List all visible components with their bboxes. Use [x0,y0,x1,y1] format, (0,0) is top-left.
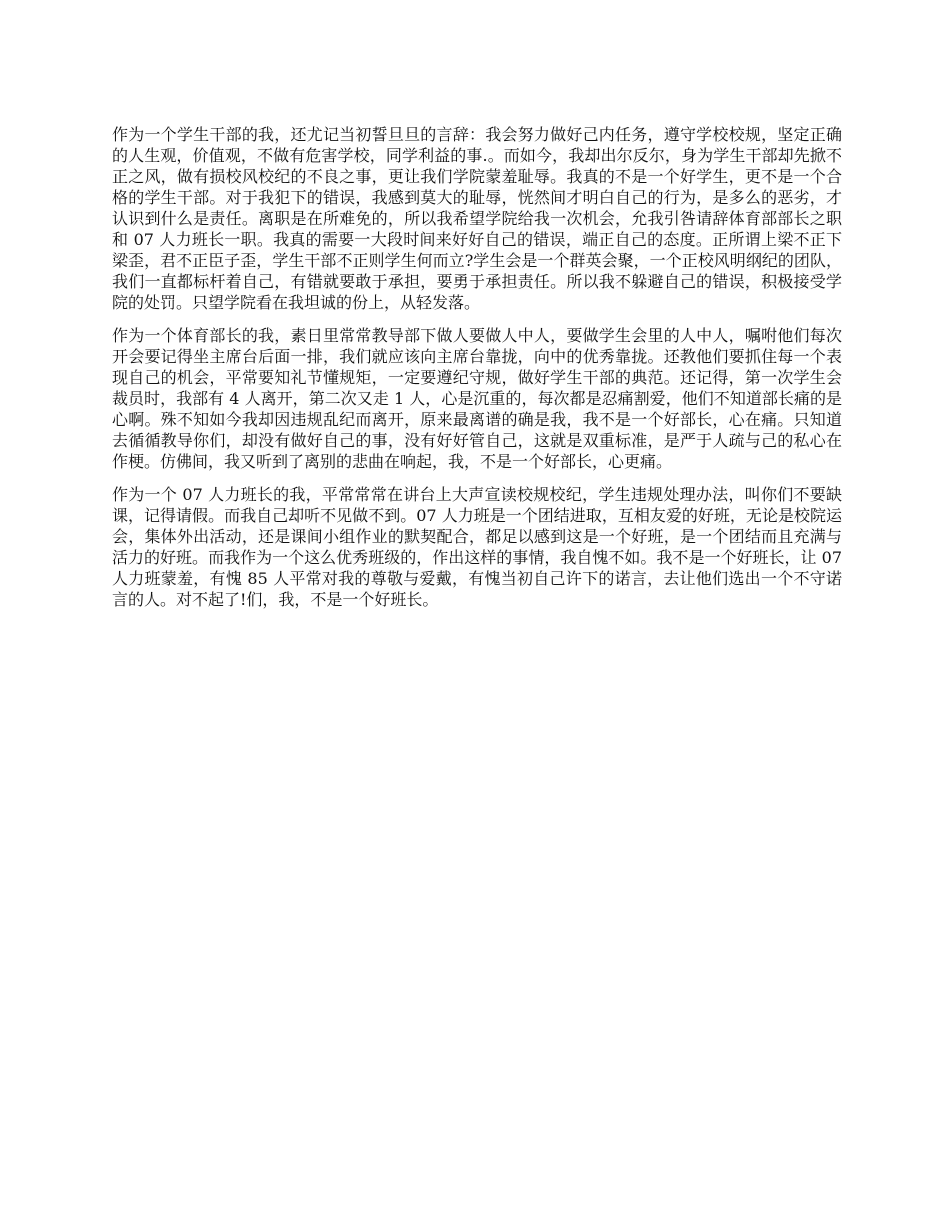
paragraph-2: 作为一个体育部长的我，素日里常常教导部下做人要做人中人，要做学生会里的人中人，嘱咐他们每次开会要记得坐主席台后面一排，我们就应该向主席台靠拢，向中的优秀靠拢。还教他们要抓住每一个表现自己的机会，平常要知礼节懂规矩，一定要遵纪守规，做好学生干部的典范。还记得，第一次学生会裁员时，我部有 4 人离开，第二次又走 1 人，心是沉重的，每次都是忍痛割爱，他们不知道部长痛的是心啊。殊不知如今我却因违规乱纪而离开，原来最离谱的确是我，我不是一个好部长，心在痛。只知道去循循教导你们，却没有做好自己的事，没有好好管自己，这就是双重标准，是严于人疏与己的私心在作梗。仿佛间，我又听到了离别的悲曲在响起，我，不是一个好部长，心更痛。 [112,326,842,471]
paragraph-3: 作为一个 07 人力班长的我，平常常常在讲台上大声宣读校规校纪，学生违规处理办法，叫你们不要缺课，记得请假。而我自己却听不见做不到。07 人力班是一个团结进取，互相友爱的好班，无论是校院运会，集体外出活动，还是课间小组作业的默契配合，都足以感到这是一个好班，是一个团结而且充满与活力的好班。而我作为一个这么优秀班级的，作出这样的事情，我自愧不如。我不是一个好班长，让 07 人力班蒙羞，有愧 85 人平常对我的尊敬与爱戴，有愧当初自己许下的诺言，去让他们选出一个不守诺言的人。对不起了!们，我，不是一个好班长。 [112,485,842,609]
document-body [112,124,842,622]
paragraph-1: 作为一个学生干部的我，还尤记当初誓旦旦的言辞：我会努力做好己内任务，遵守学校校规，坚定正确的人生观，价值观，不做有危害学校，同学利益的事.。而如今，我却出尔反尔，身为学生干部却先掀不正之风，做有损校风校纪的不良之事，更让我们学院蒙羞耻辱。我真的不是一个好学生，更不是一个合格的学生干部。对于我犯下的错误，我感到莫大的耻辱，恍然间才明白自己的行为，是多么的恶劣，才认识到什么是责任。离职是在所难免的，所以我希望学院给我一次机会，允我引咎请辞体育部部长之职和 07 人力班长一职。我真的需要一大段时间来好好自己的错误，端正自己的态度。正所谓上梁不正下梁歪，君不正臣子歪，学生干部不正则学生何而立?学生会是一个群英会聚，一个正校风明纲纪的团队，我们一直都标杆着自己，有错就要敢于承担，要勇于承担责任。所以我不躲避自己的错误，积极接受学院的处罚。只望学院看在我坦诚的份上，从轻发落。 [112,125,842,312]
